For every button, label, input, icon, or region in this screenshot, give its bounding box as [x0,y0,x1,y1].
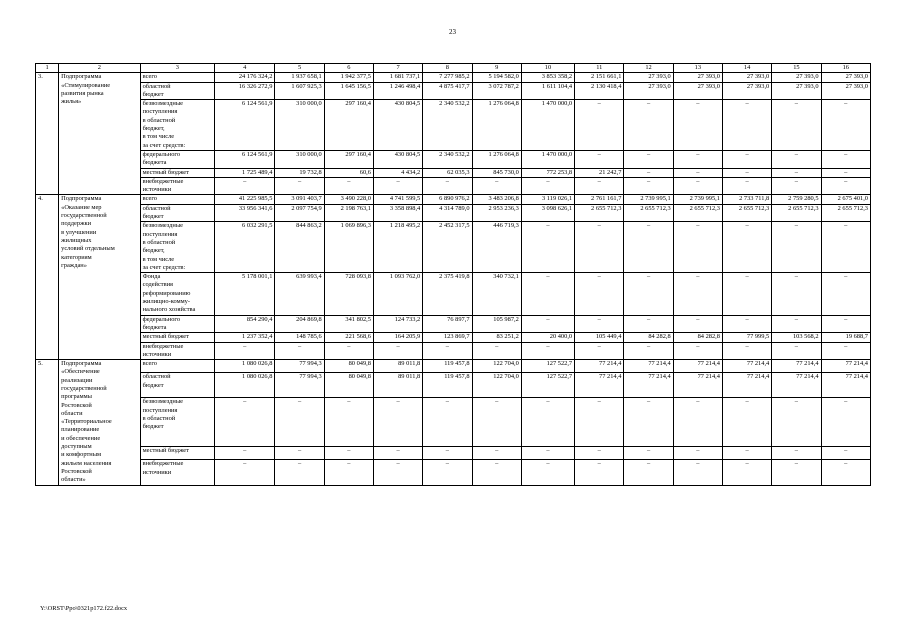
amount-cell: 148 785,6 [275,333,324,342]
amount-cell: 1 942 377,5 [324,73,373,82]
amount-cell: – [472,398,521,447]
amount-cell: – [722,398,771,447]
column-number: 15 [772,64,821,73]
table-row [36,150,871,168]
amount-cell: 3 490 228,0 [324,195,373,204]
amount-cell: – [821,168,870,177]
amount-cell: 27 393,0 [772,73,821,82]
amount-cell: – [275,447,324,460]
amount-cell: – [673,222,722,273]
amount-cell: 77 214,4 [722,360,771,373]
amount-cell: – [521,447,574,460]
program-number: 5. [36,360,59,485]
amount-cell: 844 863,2 [275,222,324,273]
amount-cell: – [373,460,422,485]
amount-cell: – [215,398,275,447]
amount-cell: 639 993,4 [275,273,324,315]
column-number: 6 [324,64,373,73]
amount-cell: – [722,460,771,485]
funding-source: Фонда содействия реформированию жилищно-комму- нального хозяйства [140,273,214,315]
amount-cell: – [521,273,574,315]
amount-cell: – [821,222,870,273]
amount-cell: 1 246 498,4 [373,82,422,100]
amount-cell: – [821,398,870,447]
amount-cell: – [575,447,624,460]
amount-cell: 1 607 925,3 [275,82,324,100]
amount-cell: – [324,398,373,447]
amount-cell: – [772,222,821,273]
amount-cell: 5 194 582,0 [472,73,521,82]
amount-cell: – [521,315,574,333]
amount-cell: – [423,460,472,485]
amount-cell: – [324,460,373,485]
column-number: 4 [215,64,275,73]
amount-cell: – [275,342,324,360]
amount-cell: 1 080 026,8 [215,373,275,398]
amount-cell: 430 804,5 [373,100,422,151]
funding-source: всего [140,360,214,373]
amount-cell: – [324,342,373,360]
amount-cell: – [575,398,624,447]
amount-cell: – [215,342,275,360]
amount-cell: 19 732,8 [275,168,324,177]
amount-cell: 1 725 489,4 [215,168,275,177]
amount-cell: – [373,342,422,360]
amount-cell: 119 457,8 [423,373,472,398]
amount-cell: 127 522,7 [521,373,574,398]
table-row [36,222,871,273]
amount-cell: – [472,460,521,485]
amount-cell: 1 937 658,1 [275,73,324,82]
amount-cell: – [575,100,624,151]
amount-cell: 3 091 403,7 [275,195,324,204]
amount-cell: 2 739 995,1 [673,195,722,204]
amount-cell: 2 675 401,0 [821,195,870,204]
amount-cell: 2 655 712,3 [772,204,821,222]
program-name: Подпрограмма «Стимулирование развития рынка жилья» [59,73,140,195]
amount-cell: 1 645 156,5 [324,82,373,100]
table-header [36,64,871,73]
funding-source: внебюджетные источники [140,460,214,485]
amount-cell: 4 314 789,0 [423,204,472,222]
amount-cell: – [624,273,673,315]
amount-cell: – [575,273,624,315]
amount-cell: 77 999,5 [722,333,771,342]
amount-cell: – [275,398,324,447]
amount-cell: – [575,150,624,168]
amount-cell: 103 568,2 [772,333,821,342]
column-number: 5 [275,64,324,73]
column-number: 16 [821,64,870,73]
amount-cell: 77 214,4 [821,373,870,398]
column-number: 12 [624,64,673,73]
amount-cell: 77 214,4 [575,360,624,373]
funding-source: федерального бюджета [140,315,214,333]
amount-cell: 77 994,3 [275,373,324,398]
amount-cell: – [275,177,324,195]
amount-cell: 60,6 [324,168,373,177]
funding-source: внебюджетные источники [140,177,214,195]
amount-cell: 89 011,8 [373,360,422,373]
amount-cell: – [275,460,324,485]
amount-cell: – [624,168,673,177]
amount-cell: 1 069 896,3 [324,222,373,273]
amount-cell: 77 214,4 [673,373,722,398]
amount-cell: 20 400,0 [521,333,574,342]
funding-table [35,63,871,486]
amount-cell: 430 804,5 [373,150,422,168]
table-row [36,315,871,333]
amount-cell: – [624,315,673,333]
table-row [36,168,871,177]
program-number: 4. [36,195,59,360]
amount-cell: – [821,100,870,151]
column-number: 14 [722,64,771,73]
funding-table-wrapper [35,63,871,486]
amount-cell: – [821,315,870,333]
table-row [36,195,871,204]
amount-cell: 2 340 532,2 [423,150,472,168]
amount-cell: – [575,315,624,333]
amount-cell: – [215,447,275,460]
amount-cell: 204 869,8 [275,315,324,333]
amount-cell: 1 276 064,8 [472,150,521,168]
amount-cell: – [324,447,373,460]
amount-cell: 122 704,0 [472,373,521,398]
table-row [36,447,871,460]
funding-source: всего [140,73,214,82]
amount-cell: – [722,315,771,333]
funding-source: местный бюджет [140,447,214,460]
file-path-footer: Y:\ORST\Ppo\0321p172.f22.docx [40,605,128,612]
amount-cell: – [772,150,821,168]
amount-cell: 3 358 898,4 [373,204,422,222]
amount-cell: 27 393,0 [772,82,821,100]
amount-cell: – [673,447,722,460]
amount-cell: 24 176 324,2 [215,73,275,82]
amount-cell: 84 282,8 [624,333,673,342]
table-body [36,73,871,485]
table-row [36,333,871,342]
amount-cell: 845 730,0 [472,168,521,177]
funding-source: всего [140,195,214,204]
amount-cell: 27 393,0 [821,73,870,82]
amount-cell: 33 956 341,6 [215,204,275,222]
amount-cell: 4 741 599,5 [373,195,422,204]
amount-cell: – [624,460,673,485]
amount-cell: – [722,168,771,177]
amount-cell: 27 393,0 [673,82,722,100]
amount-cell: – [575,460,624,485]
funding-source: местный бюджет [140,168,214,177]
amount-cell: – [521,222,574,273]
table-row [36,73,871,82]
amount-cell: – [772,342,821,360]
amount-cell: 3 853 358,2 [521,73,574,82]
amount-cell: 297 160,4 [324,150,373,168]
amount-cell: – [821,342,870,360]
amount-cell: – [673,168,722,177]
amount-cell: – [423,447,472,460]
amount-cell: 1 237 352,4 [215,333,275,342]
amount-cell: 21 242,7 [575,168,624,177]
amount-cell: 77 214,4 [575,373,624,398]
amount-cell: 84 282,8 [673,333,722,342]
amount-cell: – [624,100,673,151]
amount-cell: – [821,150,870,168]
amount-cell: 16 326 272,9 [215,82,275,100]
amount-cell: 6 032 291,5 [215,222,275,273]
amount-cell: 3 119 026,1 [521,195,574,204]
amount-cell: 3 483 206,8 [472,195,521,204]
amount-cell: – [673,398,722,447]
amount-cell: 728 093,8 [324,273,373,315]
amount-cell: – [624,398,673,447]
amount-cell: 105 449,4 [575,333,624,342]
table-row [36,373,871,398]
amount-cell: – [722,100,771,151]
table-row [36,100,871,151]
amount-cell: 2 761 161,7 [575,195,624,204]
amount-cell: – [215,460,275,485]
amount-cell: 80 049,8 [324,373,373,398]
program-name: Подпрограмма «Обеспечение реализации государственной программы Ростовской области «Территориальное планирование и обеспечение доступным и комфортным жильем населения Ростовской области» [59,360,140,485]
table-row [36,342,871,360]
amount-cell: – [575,222,624,273]
column-number: 2 [59,64,140,73]
amount-cell: – [521,398,574,447]
table-row [36,460,871,485]
amount-cell: 221 568,6 [324,333,373,342]
amount-cell: 2 655 712,3 [821,204,870,222]
amount-cell: – [722,447,771,460]
amount-cell: 1 611 104,4 [521,82,574,100]
amount-cell: 2 375 419,8 [423,273,472,315]
funding-source: федерального бюджета [140,150,214,168]
amount-cell: 2 655 712,3 [624,204,673,222]
column-number: 7 [373,64,422,73]
amount-cell: 122 704,0 [472,360,521,373]
amount-cell: 1 470 000,0 [521,100,574,151]
funding-source: безвозмездные поступления в областной бюджет, в том числе за счет средств: [140,222,214,273]
amount-cell: – [722,222,771,273]
amount-cell: 77 214,4 [673,360,722,373]
amount-cell: 76 897,7 [423,315,472,333]
amount-cell: – [624,177,673,195]
amount-cell: 4 875 417,7 [423,82,472,100]
column-number: 8 [423,64,472,73]
amount-cell: 310 000,0 [275,150,324,168]
amount-cell: 2 151 661,1 [575,73,624,82]
amount-cell: 297 160,4 [324,100,373,151]
table-row [36,273,871,315]
amount-cell: – [821,460,870,485]
amount-cell: 2 655 712,3 [673,204,722,222]
amount-cell: – [821,177,870,195]
amount-cell: 7 277 985,2 [423,73,472,82]
amount-cell: 89 011,8 [373,373,422,398]
amount-cell: – [772,273,821,315]
amount-cell: – [722,150,771,168]
table-row [36,177,871,195]
amount-cell: 5 178 001,1 [215,273,275,315]
amount-cell: 77 994,3 [275,360,324,373]
amount-cell: 446 719,3 [472,222,521,273]
amount-cell: 164 205,9 [373,333,422,342]
column-number: 1 [36,64,59,73]
amount-cell: 124 733,2 [373,315,422,333]
amount-cell: 1 080 026,8 [215,360,275,373]
amount-cell: – [673,460,722,485]
table-row [36,398,871,447]
amount-cell: – [821,447,870,460]
amount-cell: 1 681 737,1 [373,73,422,82]
page-number: 23 [449,28,456,36]
amount-cell: 123 869,7 [423,333,472,342]
amount-cell: 2 452 317,5 [423,222,472,273]
funding-source: областной бюджет [140,373,214,398]
amount-cell: 2 340 532,2 [423,100,472,151]
funding-source: областной бюджет [140,204,214,222]
amount-cell: – [772,447,821,460]
amount-cell: 3 072 787,2 [472,82,521,100]
amount-cell: 854 290,4 [215,315,275,333]
amount-cell: 1 276 064,8 [472,100,521,151]
amount-cell: 3 098 626,1 [521,204,574,222]
amount-cell: 119 457,8 [423,360,472,373]
amount-cell: – [373,447,422,460]
amount-cell: – [423,177,472,195]
amount-cell: – [215,177,275,195]
amount-cell: 127 522,7 [521,360,574,373]
amount-cell: 2 130 418,4 [575,82,624,100]
amount-cell: 77 214,4 [772,360,821,373]
amount-cell: – [673,315,722,333]
amount-cell: 2 655 712,3 [722,204,771,222]
amount-cell: – [821,273,870,315]
column-number: 11 [575,64,624,73]
amount-cell: 77 214,4 [772,373,821,398]
amount-cell: 2 733 711,8 [722,195,771,204]
amount-cell: – [772,398,821,447]
amount-cell: – [521,342,574,360]
amount-cell: 2 655 712,3 [575,204,624,222]
amount-cell: – [624,342,673,360]
amount-cell: – [722,342,771,360]
funding-source: безвозмездные поступления в областной бюджет [140,398,214,447]
amount-cell: 27 393,0 [821,82,870,100]
amount-cell: – [673,150,722,168]
table-row [36,360,871,373]
amount-cell: – [772,168,821,177]
table-row [36,82,871,100]
funding-source: местный бюджет [140,333,214,342]
amount-cell: – [722,273,771,315]
amount-cell: – [673,273,722,315]
amount-cell: – [772,315,821,333]
amount-cell: 2 759 280,5 [772,195,821,204]
amount-cell: 310 000,0 [275,100,324,151]
amount-cell: – [521,177,574,195]
amount-cell: – [624,150,673,168]
amount-cell: – [373,398,422,447]
amount-cell: 80 049,8 [324,360,373,373]
column-number: 13 [673,64,722,73]
amount-cell: – [472,447,521,460]
amount-cell: – [575,342,624,360]
amount-cell: – [423,398,472,447]
funding-source: безвозмездные поступления в областной бюджет, в том числе за счет средств: [140,100,214,151]
amount-cell: 6 124 561,9 [215,150,275,168]
amount-cell: 2 953 236,3 [472,204,521,222]
funding-source: областной бюджет [140,82,214,100]
amount-cell: – [472,342,521,360]
column-number-row [36,64,871,73]
amount-cell: – [772,177,821,195]
amount-cell: 340 732,1 [472,273,521,315]
amount-cell: 1 218 495,2 [373,222,422,273]
amount-cell: – [472,177,521,195]
amount-cell: 2 097 754,9 [275,204,324,222]
amount-cell: – [673,177,722,195]
amount-cell: 83 251,2 [472,333,521,342]
funding-source: внебюджетные источники [140,342,214,360]
amount-cell: 19 688,7 [821,333,870,342]
amount-cell: 27 393,0 [624,82,673,100]
amount-cell: – [722,177,771,195]
amount-cell: – [624,447,673,460]
amount-cell: 77 214,4 [624,373,673,398]
amount-cell: 341 802,5 [324,315,373,333]
amount-cell: – [673,342,722,360]
column-number: 9 [472,64,521,73]
amount-cell: 27 393,0 [722,73,771,82]
amount-cell: 6 124 561,9 [215,100,275,151]
amount-cell: 77 214,4 [624,360,673,373]
amount-cell: – [373,177,422,195]
amount-cell: 772 253,8 [521,168,574,177]
amount-cell: 27 393,0 [673,73,722,82]
column-number: 3 [140,64,214,73]
amount-cell: – [624,222,673,273]
amount-cell: – [575,177,624,195]
amount-cell: 27 393,0 [722,82,771,100]
amount-cell: 1 470 000,0 [521,150,574,168]
amount-cell: 1 093 762,0 [373,273,422,315]
amount-cell: 77 214,4 [821,360,870,373]
amount-cell: 62 035,3 [423,168,472,177]
amount-cell: 2 198 763,1 [324,204,373,222]
amount-cell: 6 890 976,2 [423,195,472,204]
amount-cell: 41 225 985,5 [215,195,275,204]
amount-cell: 27 393,0 [624,73,673,82]
amount-cell: – [521,460,574,485]
table-row [36,204,871,222]
amount-cell: – [673,100,722,151]
program-name: Подпрограмма «Оказание мер государственной поддержки в улучшении жилищных условий отдельным категориям граждан» [59,195,140,360]
column-number: 10 [521,64,574,73]
amount-cell: 77 214,4 [722,373,771,398]
amount-cell: 4 434,2 [373,168,422,177]
amount-cell: – [324,177,373,195]
amount-cell: – [423,342,472,360]
amount-cell: – [772,460,821,485]
amount-cell: – [772,100,821,151]
amount-cell: 105 987,2 [472,315,521,333]
program-number: 3. [36,73,59,195]
amount-cell: 2 739 995,1 [624,195,673,204]
